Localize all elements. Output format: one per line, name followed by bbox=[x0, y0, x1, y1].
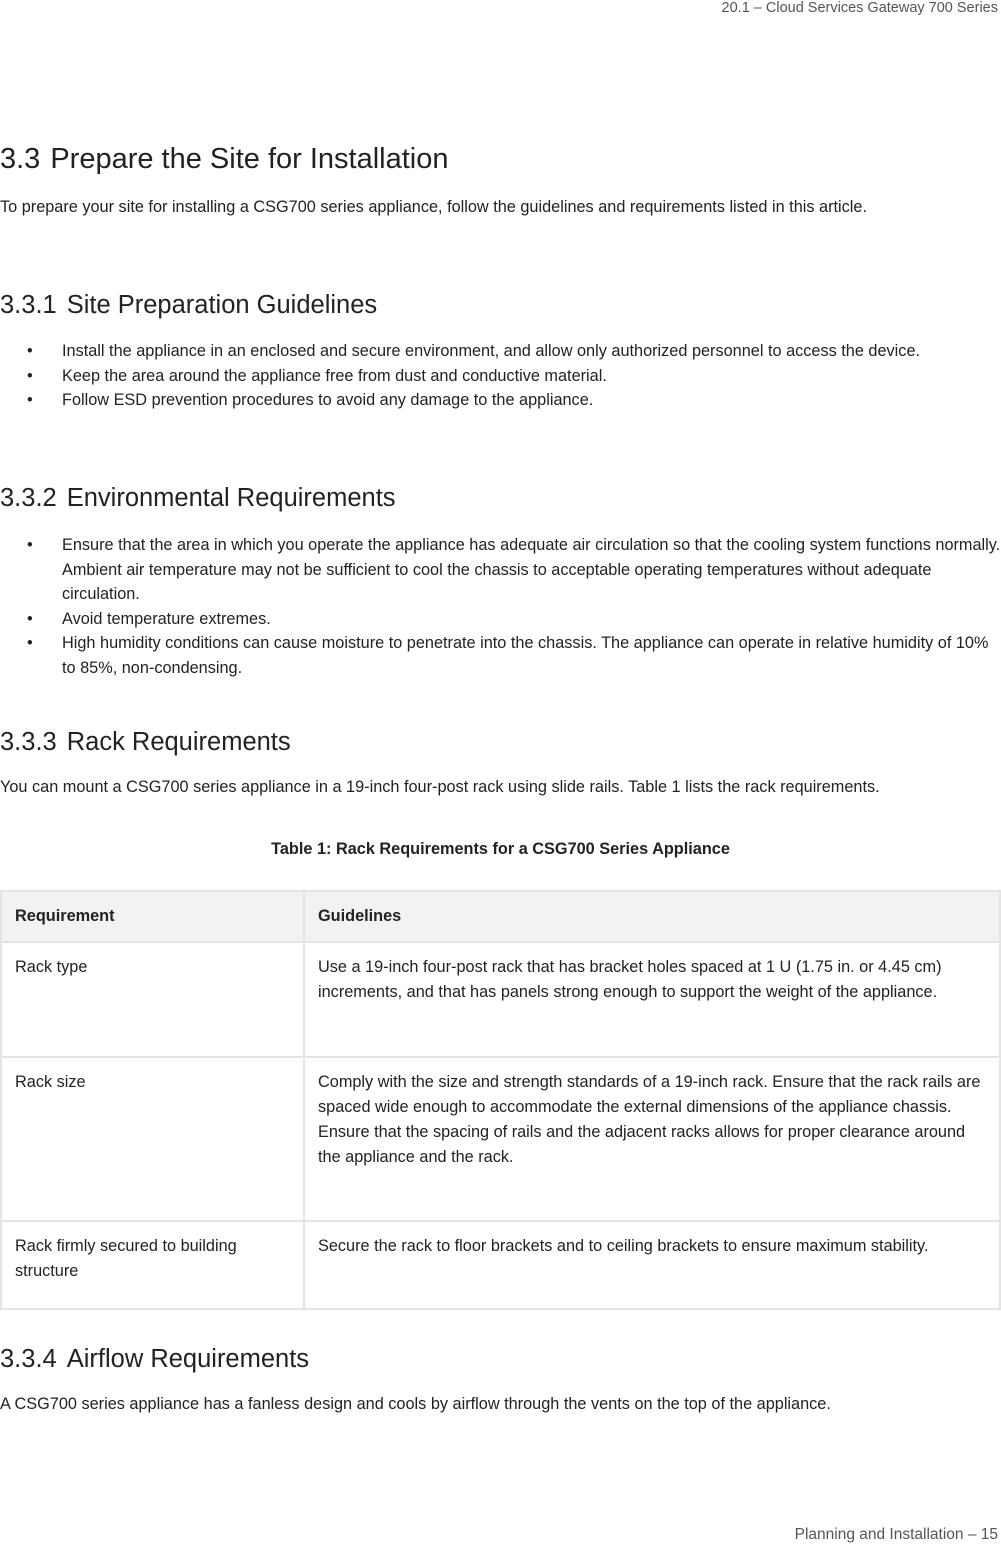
running-header: 20.1 – Cloud Services Gateway 700 Series bbox=[721, 0, 998, 16]
bullet-icon: • bbox=[27, 391, 33, 409]
guidelines-cell: Comply with the size and strength standards of a 19-inch rack. Ensure that the rack rails are spaced wide enough to accommodate the external dimensions of the appliance chassis. Ensure that the spacing of rails and the adjacent racks allows for proper clearance around the appliance and the rack. bbox=[304, 1057, 1000, 1221]
rack-requirements-table bbox=[0, 890, 1001, 1310]
column-header-requirement: Requirement bbox=[1, 891, 304, 942]
bullet-icon: • bbox=[27, 634, 33, 652]
bullet-icon: • bbox=[27, 366, 33, 385]
airflow-heading bbox=[0, 1345, 309, 1374]
list-item: • Follow ESD prevention procedures to avoid any damage to the appliance. bbox=[0, 388, 1001, 413]
bullet-icon: • bbox=[27, 609, 33, 628]
environmental-number: 3.3.2 bbox=[0, 484, 57, 512]
section-heading bbox=[0, 143, 449, 176]
environmental-list bbox=[0, 533, 1001, 680]
site-prep-list bbox=[0, 339, 1001, 413]
environmental-title: Environmental Requirements bbox=[66, 484, 396, 512]
section-intro: To prepare your site for installing a CSG700 series appliance, follow the guidelines and requirements listed in this article. bbox=[0, 198, 867, 216]
airflow-title: Airflow Requirements bbox=[66, 1345, 310, 1373]
site-prep-title: Site Preparation Guidelines bbox=[66, 291, 378, 319]
list-item: • Keep the area around the appliance free from dust and conductive material. bbox=[0, 364, 1001, 389]
rack-heading bbox=[0, 728, 291, 757]
requirement-cell: Rack type bbox=[1, 942, 304, 1057]
list-item: • High humidity conditions can cause moisture to penetrate into the chassis. The appliance can operate in relative humidity of 10% to 85%, non-condensing. bbox=[0, 631, 1001, 680]
site-prep-number: 3.3.1 bbox=[0, 291, 57, 319]
airflow-number: 3.3.4 bbox=[0, 1345, 57, 1373]
guidelines-cell: Secure the rack to floor brackets and to ceiling brackets to ensure maximum stability. bbox=[304, 1221, 1000, 1309]
site-prep-heading bbox=[0, 291, 377, 320]
column-header-guidelines: Guidelines bbox=[304, 891, 1000, 942]
table-caption: Table 1: Rack Requirements for a CSG700 Series Appliance bbox=[271, 840, 730, 858]
table-row bbox=[1, 1057, 1000, 1221]
section-title: Prepare the Site for Installation bbox=[50, 143, 449, 175]
section-number: 3.3 bbox=[0, 143, 41, 175]
bullet-icon: • bbox=[27, 536, 33, 554]
airflow-text: A CSG700 series appliance has a fanless design and cools by airflow through the vents on the top of the appliance. bbox=[0, 1395, 831, 1413]
environmental-heading bbox=[0, 484, 396, 513]
requirement-cell: Rack size bbox=[1, 1057, 304, 1221]
list-item: • Install the appliance in an enclosed and secure environment, and allow only authorized personnel to access the device. bbox=[0, 339, 1001, 364]
rack-number: 3.3.3 bbox=[0, 728, 57, 756]
bullet-icon: • bbox=[27, 342, 33, 360]
page-footer: Planning and Installation – 15 bbox=[794, 1526, 998, 1543]
table-header-row bbox=[1, 891, 1000, 942]
table-row bbox=[1, 1221, 1000, 1309]
rack-title: Rack Requirements bbox=[66, 728, 291, 756]
guidelines-cell: Use a 19-inch four-post rack that has bracket holes spaced at 1 U (1.75 in. or 4.45 cm) increments, and that has panels strong enough to support the weight of the appliance. bbox=[304, 942, 1000, 1057]
list-item: • Avoid temperature extremes. bbox=[0, 607, 1001, 632]
rack-intro: You can mount a CSG700 series appliance in a 19-inch four-post rack using slide rails. Table 1 lists the rack requirements. bbox=[0, 778, 880, 796]
requirement-cell: Rack firmly secured to building structure bbox=[1, 1221, 304, 1309]
table-row bbox=[1, 942, 1000, 1057]
list-item: • Ensure that the area in which you operate the appliance has adequate air circulation so that the cooling system functions normally. Ambient air temperature may not be sufficient to cool the chassis to acceptable operating temperatures without adequate circulation. bbox=[0, 533, 1001, 607]
